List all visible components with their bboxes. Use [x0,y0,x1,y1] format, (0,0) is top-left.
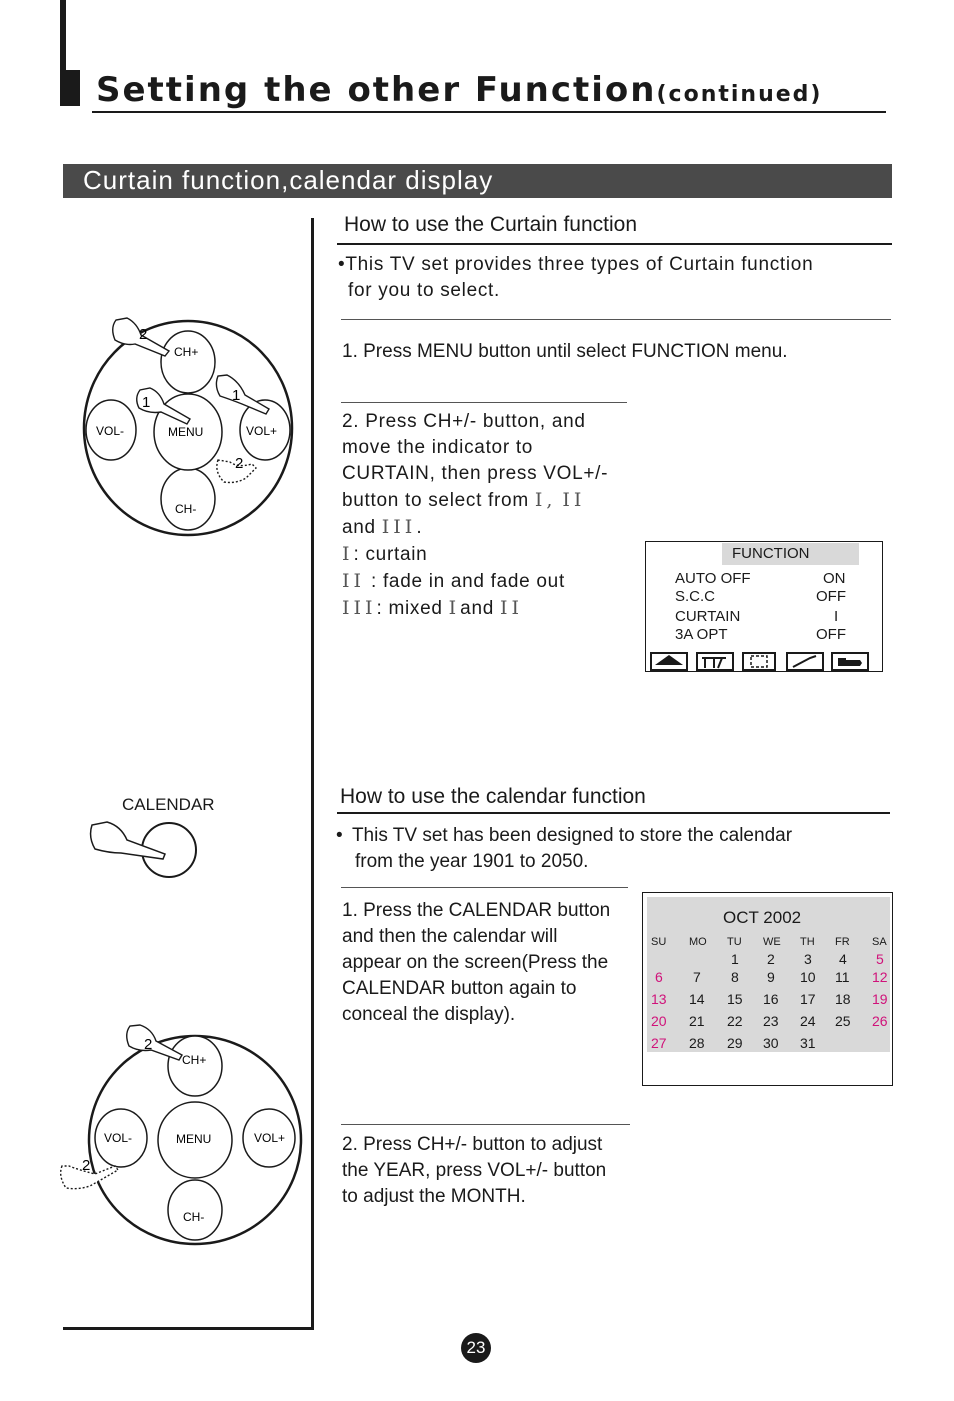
bullet: • [336,825,343,846]
ch-minus-button [161,468,215,530]
page-title-text: Setting the other Function [96,70,657,110]
title-accent-block [60,70,80,106]
roman-numeral: I [342,543,354,565]
vol-plus-label: VOL+ [254,1131,286,1145]
calendar-day: 23 [763,1013,779,1029]
menu-label: MENU [176,1132,212,1146]
calendar-step2-line: 2. Press CH+/- button to adjust [342,1134,603,1155]
section-header [63,164,892,198]
calendar-step1-line: CALENDAR button again to [342,978,577,999]
timer-icon [743,653,775,670]
calendar-day: 28 [689,1035,705,1051]
osd-row-value: ON [823,570,846,587]
osd-row-value: I [834,608,839,625]
calendar-day: 7 [693,969,701,985]
function-icon [832,653,868,670]
calendar-weekday-header: MO [689,936,707,948]
roman-numeral: I [534,489,547,511]
calendar-day: 2 [767,951,775,967]
ch-plus-button [161,331,215,393]
osd-row-value: OFF [816,626,846,643]
punctuation: . [416,517,423,538]
calendar-day: 9 [767,969,775,985]
step-number: 2 [144,1036,153,1053]
calendar-day: 1 [731,951,739,967]
calendar-day: 31 [800,1035,816,1051]
remote-diagram-curtain [78,310,308,542]
calendar-intro-line: This TV set has been designed to store the calendar [351,825,793,846]
calendar-step1 [342,898,610,1028]
calendar-day: 30 [763,1035,779,1051]
curtain-step2-line: move the indicator to [342,437,534,458]
calendar-day: 29 [727,1035,743,1051]
calendar-weekday-header: TH [800,936,815,948]
calendar-day: 25 [835,1013,851,1029]
roman-numeral: II [499,597,523,619]
calendar-day: 20 [651,1013,667,1029]
calendar-weekday-header: WE [763,936,781,948]
calendar-button-diagram [88,817,200,879]
menu-label: MENU [168,425,204,439]
calendar-weekday-header: TU [727,936,742,948]
calendar-step1-line: appear on the screen(Press the [342,952,609,973]
calendar-day: 12 [872,969,888,985]
vol-plus-label: VOL+ [246,424,278,438]
calendar-day: 21 [689,1013,705,1029]
bullet: • [338,254,346,275]
picture-icon [651,653,687,670]
curtain-step1: 1. Press MENU button until select FUNCTION menu. [342,341,788,362]
osd-calendar [642,892,893,1086]
curtain-step2 [342,409,642,622]
calendar-step1-line: 1. Press the CALENDAR button [342,900,611,921]
calendar-day: 5 [876,951,884,967]
calendar-day: 19 [872,991,888,1007]
curtain-intro-line: This TV set provides three types of Curtain function [345,254,814,275]
step-number: 2 [235,455,244,472]
curtain-def: : curtain [353,544,428,565]
osd-row-label: AUTO OFF [675,570,751,587]
step-number: 2 [139,326,148,343]
ch-minus-label: CH- [175,502,197,516]
calendar-day: 11 [835,969,850,985]
calendar-month-title: OCT 2002 [723,908,802,927]
curtain-heading: How to use the Curtain function [344,213,637,236]
calendar-day: 16 [763,991,779,1007]
calendar-day: 17 [800,991,816,1007]
setup-icon [787,653,823,670]
divider [341,319,891,320]
curtain-step2-line: CURTAIN, then press VOL+/- [342,463,609,484]
calendar-day: 3 [804,951,812,967]
curtain-def: : fade in and fade out [365,571,565,592]
roman-numeral: III [381,516,417,538]
vol-minus-label: VOL- [96,424,125,438]
page-title-suffix: (continued) [656,82,823,107]
step-number: 1 [232,387,241,404]
calendar-weekday-header: FR [835,936,850,948]
section-title: Curtain function,calendar display [83,165,494,195]
ch-minus-label: CH- [183,1210,205,1224]
calendar-day: 13 [651,991,667,1007]
calendar-day: 18 [835,991,851,1007]
curtain-intro-line: for you to select. [348,280,501,301]
punctuation: , [546,489,557,511]
calendar-day: 15 [727,991,743,1007]
roman-numeral: II [342,570,366,592]
curtain-def: : mixed [376,598,443,619]
calendar-button-label: CALENDAR [122,795,215,814]
title-rule [92,111,886,113]
calendar-day: 27 [651,1035,667,1051]
osd-row-label: 3A OPT [675,626,728,643]
calendar-step2 [342,1132,606,1210]
page-title [96,70,822,110]
step-number: 1 [142,394,151,411]
calendar-heading: How to use the calendar function [340,785,646,808]
calendar-day: 22 [727,1013,743,1029]
calendar-day: 24 [800,1013,816,1029]
calendar-day: 26 [872,1013,888,1029]
vol-minus-label: VOL- [104,1131,133,1145]
roman-numeral: III [342,597,377,619]
calendar-intro [336,823,792,875]
osd-function-title: FUNCTION [732,545,810,562]
osd-icon-strip [650,652,880,672]
remote-diagram-calendar [56,1020,306,1248]
step-number: 2 [82,1157,91,1174]
column-divider [311,218,314,1330]
calendar-day: 4 [839,951,847,967]
osd-row-label: S.C.C [675,588,716,605]
ch-plus-label: CH+ [174,345,199,359]
divider [341,1124,630,1125]
calendar-day: 10 [800,969,816,985]
calendar-step2-line: to adjust the MONTH. [342,1186,526,1207]
bottom-rule [63,1327,314,1330]
roman-numeral: I [448,597,461,619]
divider [341,887,628,888]
heading-rule [337,812,890,814]
curtain-intro [338,252,813,304]
osd-row-value: OFF [816,588,846,605]
calendar-weekday-header: SU [651,936,667,948]
calendar-step1-line: conceal the display). [342,1004,516,1025]
connector-text: and [460,598,494,619]
calendar-grid [643,893,894,1087]
osd-function-menu [645,541,883,672]
calendar-day: 6 [655,969,663,985]
page-number: 23 [461,1333,491,1363]
heading-rule [337,243,892,245]
calendar-weekday-header: SA [872,936,887,948]
divider [341,402,627,403]
connector-text: and [342,517,376,538]
ch-plus-label: CH+ [182,1053,207,1067]
calendar-step1-line: and then the calendar will [342,926,558,947]
curtain-step2-line: button to select from [342,490,529,511]
osd-row-label: CURTAIN [675,608,741,625]
calendar-day: 8 [731,969,739,985]
calendar-step2-line: the YEAR, press VOL+/- button [342,1160,607,1181]
calendar-intro-line: from the year 1901 to 2050. [355,851,589,872]
curtain-step2-line: 2. Press CH+/- button, and [342,411,586,432]
calendar-day: 14 [689,991,705,1007]
sound-icon [697,653,733,670]
roman-numeral: II [562,489,586,511]
